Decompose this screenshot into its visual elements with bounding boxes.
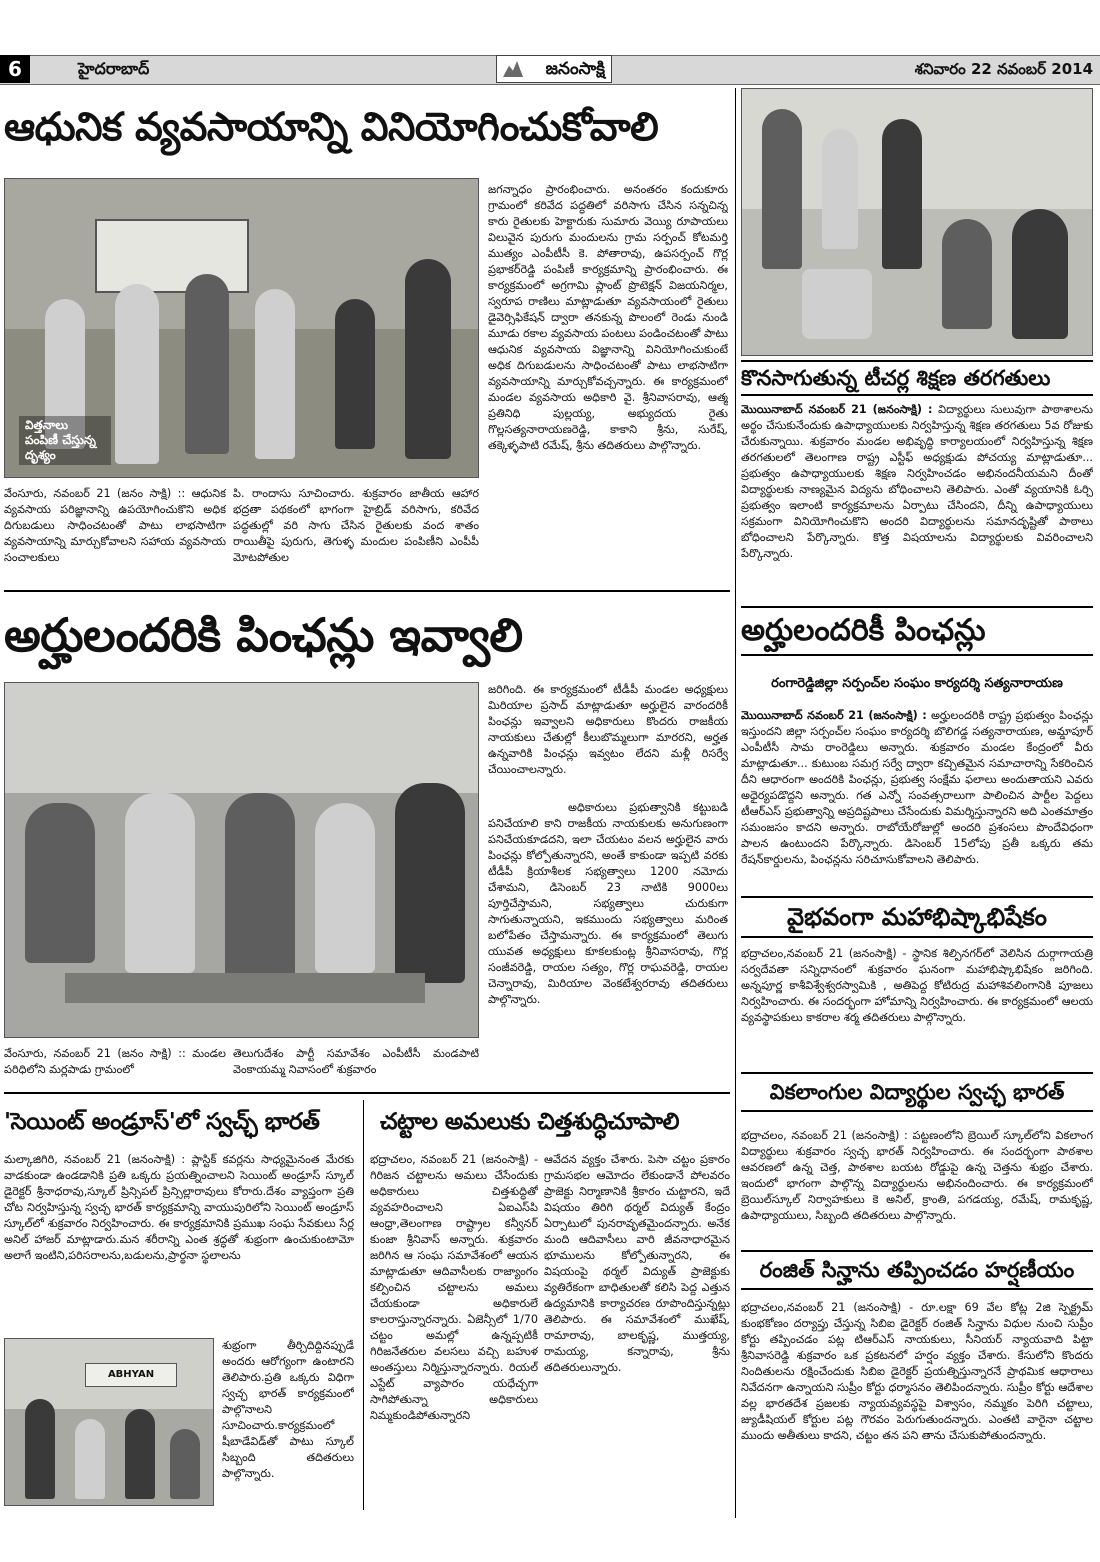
photo-person (762, 109, 802, 269)
saint-side: శుభ్రంగా తీర్చిదిద్దినప్పుడే అందరు ఆరోగ్యంగా ఉంటారని తెలిపారు.ప్రతి ఒక్కరు విధిగా స్వచ్ఛ భారత్ కార్యక్రమంలో పాల్గొనాలని సూచించారు.కార్యక్రమంలో షీబాడేవిడ్‌తో పాటు స్కూల్ సిబ్బంది తదితరులు పాల్గొన్నారు. (222, 1339, 354, 1480)
photo-person (125, 793, 195, 973)
vikalangula-headline: వికలాంగుల విద్యార్థుల స్వచ్ఛ భారత్ (741, 1072, 1093, 1112)
divider-rule (4, 1092, 730, 1094)
page-number: 6 (0, 55, 30, 83)
story1-headline: ఆధునిక వ్యవసాయాన్ని వినియోగించుకోవాలి (4, 105, 659, 150)
photo-person (185, 274, 229, 454)
photo-person (822, 129, 858, 249)
photo-person (255, 289, 295, 459)
story2-col3b: అధికారులు ప్రభుత్వానికి కట్టుబడి పనిచేయాలి కాని రాజకీయ నాయకులకు అనుగుణంగా పనిచేయకూడదని, ఇలా చేయటం వలన అర్హులైన వారు పింఛన్లు కోల్పోతున్నారని, అంతే కాకుండా ఇప్పటి వరకు టీడీపీ క్రియాశీలక సభ్యత్వాలు 1200 నమోదు చేశామని, డిసెంబర్ 23 నాటికి 9000లు పూర్తిచేస్తామని, సభ్యత్వాలు చురుకుగా సాగుతున్నాయని, ఇకముందు సభ్యత్వాలు మరింత బలోపేతం చేస్తామన్నారు. ఈ కార్యక్రమంలో తెలుగు యువత అధ్యక్షులు కూకలకుంట్ల శ్రీనివాసరావు, గొర్ల సంజీవరెడ్డి, రాయల సత్యం, గొర్ల రాఘవరెడ్డి, రాయల చెన్నారావు, మిరియాల వెంకటేశ్వరరావు తదితరులు పాల్గొన్నారు. (488, 801, 728, 1006)
photo-person (25, 1399, 55, 1499)
column-rule (735, 88, 736, 1518)
story2-col1: వేంసూరు, నవంబర్ 21 (జనం సాక్షి) :: మండల పరిధిలోని మర్లపాడు గ్రామంలో (4, 1047, 226, 1076)
photo-person (882, 119, 922, 269)
ranjit-text: రూ.లక్షా 69 వేల కోట్ల 2జి స్పెక్ట్రమ్ కుంభకోణం దర్యాప్తు చేస్తున్న సిబిఐ డైరెక్టర్ రంజిత్ సిన్హాను విధుల నుంచి సుప్రీం కోర్టు తప్పించడం పట్ల టిఆర్ఎస్ నాయకులు, సీనియర్ న్యాయవాది పిట్టా శ్రీనివాసరెడ్డి శుక్రవారం ఒక ప్రకటనలో హర్షం వ్యక్తం చేశారు. కేసులోని కొందరు నిందితులను రక్షించేందుకు సిబిఐ డైరెక్టర్ ప్రయత్నిస్తున్నారనే ప్రాథమిక ఆధారాలు నివేదనగా ఉన్నాయని సుప్రీం కోర్టు ధర్మాసనం తెలిపిందన్నారు. సుప్రీం కోర్టు ఆదేశాల వల్ల భారతదేశ ప్రజలకు న్యాయవ్యవస్థపై విశ్వాసం, నమ్మకం పెరిగి చట్టాలు, జ్యుడీషియల్ కోర్టుల పట్ల గౌరవం పెరుగుతుందన్నారు. ఎంతటి వారైనా చట్టాల ముందు అతీతులు కాదని, చట్టం తన పని తాను చేసుకుపోతుందన్నారు. (741, 1301, 1093, 1442)
saint-photo-banner: ABHYAN (85, 1363, 177, 1387)
photo-person (75, 1419, 105, 1499)
story2-col3a: జరిగింది. ఈ కార్యక్రమంలో టీడీపీ మండల అధ్యక్షులు మిరియాల ప్రసాద్ మాట్లాడుతూ అర్హులైన వారందరికీ పింఛన్లు ఇవ్వాలని అధికారులు కొందరు రాజకీయ నాయకులు చేతుల్లో కీలుబొమ్మలుగా మారరని, అర్హత ఉన్నవారికి పింఛన్లు ఇవ్వటం లేదని మళ్లీ రిసర్వే చేయించాలన్నారు. (488, 683, 728, 776)
masthead-logo (496, 55, 612, 83)
photo-person (942, 219, 992, 329)
teachers-headline: కొనసాగుతున్న టీచర్ల శిక్షణ తరగతులు (741, 360, 1093, 396)
divider-rule (4, 590, 730, 592)
photo-person (25, 803, 95, 963)
ranjit-headline: రంజిత్ సిన్హాను తప్పించడం హర్షణీయం (741, 1250, 1093, 1290)
photo-wall (5, 683, 479, 793)
photo-person (315, 803, 375, 973)
paper-name: జనంసాక్షి (545, 59, 605, 79)
story2-headline: అర్హులందరికి పింఛన్లు ఇవ్వాలి (4, 608, 523, 662)
abhishekam-body (741, 946, 1093, 1064)
ranjit-body (741, 1300, 1093, 1514)
meeting-photo (741, 88, 1093, 356)
story1-col3: జగన్నాధం ప్రారంభించారు. అనంతరం కందుకూరు గ్రామంలో కరివేద పద్ధతిలో వరిసాగు చేసిన సన్నచిన్న కారు రైతులకు హెక్టారుకు సుమారు వెయ్యి రూపాయలు విలువైన పురుగు మందులను గ్రామ సర్పంచ్ కోటమర్తి ముత్యం ఎంపీటీసీ కె. పోతారావు, ఉపసర్పంచ్ గొర్ల ప్రభాకర్‌రెడ్డి పంపిణీ కార్యక్రమాన్ని ప్రారంభించారు. ఈ కార్యక్రమంలో అగ్రగామి ప్లాంట్ ప్రొటెక్షన్ విజయనిర్మల, స్వరూప రాణిలు మాట్లాడుతూ వ్యవసాయంలో రైతులు డైవెర్సిఫికేషన్ ద్వారా తనకున్న పొలంలో రెండు నుండి మూడు రకాల వ్యవసాయ పంటలు పండించటంతో పాటు ఆధునిక వ్యవసాయ విజ్ఞానాన్ని వినియోగించుకుంటే అధిక దిగుబడులను సాధించటంతో పాటు లాభసాటిగా వ్యవసాయాన్ని మార్చుకోవచ్చన్నారు. ఈ కార్యక్రమంలో మండల వ్యవసాయ అధికారి వై. శ్రీనివాసరావు, ఆత్మ ప్రతినిధి పుల్లయ్య, అభ్యుదయ రైతు గొల్లసత్యనారాయణరెడ్డి, కాకాని శ్రీను, సురేష్, తక్కెళ్ళపాటి రమేష్, శ్రీను తదితరులు పాల్గొన్నారు. (488, 183, 728, 452)
pension-right-headline: అర్హులందరికీ పింఛన్లు (741, 606, 1093, 656)
photo-person (1012, 209, 1068, 339)
photo-person (125, 1409, 155, 1499)
photo-chair (802, 269, 872, 339)
abhishekam-dateline: భద్రాచలం,నవంబర్ 21 (జనంసాక్షి) - (741, 947, 907, 960)
masthead-city: హైదరాబాద్ (78, 59, 150, 78)
pension-right-subhead: రంగారెడ్డిజిల్లా సర్పంచ్‌ల సంఘం కార్యదర్శి సత్యనారాయణ (771, 676, 1063, 691)
photo-person (115, 284, 159, 464)
story2-photo (4, 682, 479, 1038)
photo-person (170, 1429, 200, 1499)
photo-table (65, 973, 425, 1003)
logo-mark-icon (503, 61, 523, 77)
story2-col2: తెలుగుదేశం పార్టీ సమావేశం ఎంపీటీసీ మండపాటి వెంకాయమ్మ నివాసంలో శుక్రవారం (233, 1047, 479, 1076)
story1-col2: పి. రాందాసు సూచించారు. శుక్రవారం జాతీయ ఆహార భద్రతా పథకంలో భాగంగా హైబ్రిడ్ వరిసాగు, కరివేద పద్ధతుల్లో వరి సాగు చేసిన రైతులకు వంద శాతం రాయితీపై పురుగు, తెగుళ్ళ మందుల పంపిణీని ఎంపీపీ మోటపోతుల (233, 487, 479, 564)
pension-right-body (741, 708, 1093, 888)
teachers-dateline: మొయినాబాద్‌ నవంబర్ 21 (జనంసాక్షి) : (741, 403, 933, 416)
masthead-date: శనివారం 22 నవంబర్ 2014 (914, 60, 1093, 78)
abhishekam-text: స్థానిక శిల్పినగర్‌లో వెలిసిన దుర్గాగాయత్రి సర్వదేవతా సన్నిధానంలో శుక్రవారం ఘనంగా మహాభిష్కాభిషేకం జరిగింది. అన్నపూర్ణ కాశీవిశ్వేశ్వరస్వామికి , అతిపెద్ద కోటిరుద్ర మహాశివలింగానికి పూజలు నిర్వహించారు. ఈ సందర్భంగా హోమాన్ని నిర్వహించారు. ఈ కార్యక్రమంలో ఆలయ వ్యవస్థాపకులు కాకరాల శర్మ తదితరులు పాల్గొన్నారు. (741, 947, 1093, 1024)
photo-person (395, 783, 465, 983)
abhishekam-headline: వైభవంగా మహాభిష్కాభిషేకం (741, 896, 1093, 938)
saint-photo (4, 1338, 214, 1506)
photo-person (335, 299, 375, 449)
story1-photo-caption: విత్తనాలు పంపిణీ చేస్తున్న దృశ్యం (19, 416, 111, 465)
teachers-body (741, 402, 1093, 627)
story1-col1: వేంసూరు, నవంబర్ 21 (జనం సాక్షి) :: ఆధునిక వ్యవసాయ పరిజ్ఞానాన్ని ఉపయోగించుకొని అధిక దిగుబడులు సాధించటంతో పాటు లాభసాటిగా వ్యవసాయాన్ని మార్చుకోవాలని సహాయ వ్యవసాయ సంచాలకులు (4, 487, 226, 564)
photo-person (225, 793, 295, 983)
vikalangula-dateline: భద్రాచలం, నవంబర్ 21 (జనంసాక్షి) : (741, 1129, 908, 1142)
vikalangula-text: పట్టణంలోని బ్రెయిల్ స్కూల్‌లోని వికలాంగ విద్యార్థులు శుక్రవారం స్వచ్ఛ భారత్ నిర్వహించారు. ఈ సందర్భంగా పాఠశాల ఆవరణలో ఉన్న చెత్త, పాఠశాల బయట రోడ్డుపై ఉన్న చెత్తను శుభ్రం చేశారు. ఇందులో భాగంగా పాల్గొన్న విద్యార్థులను అభినందించారు. ఈ కార్యక్రమంలో బ్రెయిల్‌స్కూల్ నిర్వాహకులు కె అనిల్, క్రాంతి, పగడయ్య, రమేష్, రామకృష్ణ, ఉపాధ్యాయులు, సిబ్బంది తదితరులు పాల్గొన్నారు. (741, 1129, 1093, 1222)
saint-headline: 'సెయింట్ అండ్రూస్'లో స్వచ్ఛ్ భారత్ (4, 1109, 320, 1135)
vikalangula-body (741, 1128, 1093, 1246)
photo-person (405, 259, 451, 459)
chattala-headline: చట్టాల అమలుకు చిత్తశుద్ధిచూపాలి (380, 1109, 679, 1135)
pension-right-dateline: మొయినాబాద్‌ నవంబర్ 21 (జనంసాక్షి) : (741, 709, 927, 722)
saint-intro: మల్కాజిగిరి, నవంబర్ 21 (జనంసాక్షి) : ప్లాస్టిక్ కవర్లను సాధ్యమైనంత మేరకు వాడకుండా ఉండడానికి ప్రతి ఒక్కరు ప్రయత్నించాలని సెయింట్ అండ్రూస్ స్కూల్ డైరెక్టర్ శ్రీనాధరావు,స్కూల్ ప్రిన్సిపల్ ప్రిన్సిల్లారావులు కోరారు.దేశం వ్యాప్తంగా ప్రతి చోట నిర్వహిస్తున్న స్వచ్ఛ భారత్ కార్యక్రమాన్ని వాయుపురిలోని సెయింట్ అండ్రూస్ స్కూల్‌లో శుక్రవారం నిర్వహించారు. ఈ కార్యక్రమానికి ప్రముఖ సంఘ సేవకులు సేర్ల అనిల్ హాజర్ మాట్లాడారు.మన శరీరాన్ని ఎంత శ్రద్ధతో శుభ్రంగా ఉంచుకుంటామో అలాగే ఇంటిని,పరిసరాలను,బడులను,ప్రార్థనా స్థలాలను (4, 1153, 354, 1262)
chattala-col2: ఆవేదన వ్యక్తం చేశారు. పెసా చట్టం ప్రకారం గ్రామసభల ఆమోదం లేకుండానే పోలవరం ప్రాజెక్టు నిర్మాణానికి శ్రీకారం చుట్టారని, ఇదే విషయం తిరిగి థర్మల్ విద్యుత్ కేంద్రం ఏర్పాటులో పునరావృతమైందన్నారు. అనేక మంది ఆదివాసీలు వారి జీవనాధారమైన భూములను కోల్పోతున్నారని, ఈ విషయంపై థర్మల్ విద్యుత్ ప్రాజెక్టుకు వ్యతిరేకంగా బాధితులతో కలిసి పెద్ద ఎత్తున ఉద్యమానికి కార్యాచరణ రూపొందిస్తున్నట్లు తెలిపారు. ఈ సమావేశంలో ముఖేష్, రామారావు, బాలకృష్ణ, ముత్తయ్య, రామయ్య, కన్నారావు, శ్రీను తదితరులున్నారు. (544, 1153, 730, 1374)
teachers-text: విద్యార్థులు సులువుగా పాఠాశాలను అర్థం చేసుకునేందుకు ఉపాధ్యాయులకు నిర్వహిస్తున్న శిక్షణ తరగతులు 5వ రోజుకు చేరుకున్నాయి. శుక్రవారం మండల అభివృద్ధి కార్యాలయంలో నిర్వహిస్తున్న శిక్షణ తరగతులలో తెలంగాణ రాష్ట్ర ఎస్టీఫ్ అధ్యక్షుడు పోచయ్య మాట్లాడుతూ... ప్రభుత్వం ఉపాధ్యాయులకు శిక్షణ నిర్వహించడం అభినందనీయమని దీంతో విద్యార్థులకు నాణ్యమైన విద్యను బోధించాలని తెలిపారు. ఎంతో వ్యయానికి ఓర్చి ప్రభుత్వం ఇలాంటి కార్యక్రమాలను ఏర్పాటు చేసిందని, దీన్ని ఉపాధ్యాయులు సక్రమంగా వినియోగించుకొని అందరి విద్యార్థులను సమానదృష్టితో పాఠాలు బోధించాలని పేర్కొన్నారు. కొత్త విషయాలను విద్యార్థులకు వివరించాలని పేర్కొన్నారు. (741, 403, 1093, 560)
ranjit-dateline: భద్రాచలం,నవంబర్ 21 (జనంసాక్షి) - (741, 1301, 914, 1314)
photo-banner (95, 219, 249, 293)
pension-right-text: అర్హులందరికి రాష్ట్ర ప్రభుత్వం పింఛన్లు ఇస్తుందని జిల్లా సర్పంచ్‌ల సంఘం కార్యదర్శి బొలిగడ్డ సత్యనారాయణ, అమ్డాపూర్ ఎంపీటీసీ సామ రాంరెడ్డిలు అన్నారు. శుక్రవారం మండల కేంద్రంలో వీరు మాట్లాడుతూ... కుటుంబ సమగ్ర సర్వే ద్వారా కచ్చితమైన సమాచారాన్ని సేకరించిన దీని ఆధారంగా అందరికి పింఛన్లు, ప్రభుత్వ సంక్షేమ ఫలాలు అందుతాయని ఎవరు అధైర్యపడొద్దని అన్నారు. గత ఎన్నో సంవత్సరాలుగా పాలించిన పార్టీల పెద్దలు టీఆర్ఎస్ ప్రభుత్వాన్ని అప్రదిష్టపాలు చేసేందుకు విమర్శిస్తున్నారని అది ఎంతమాత్రం సమంజసం కాదని అన్నారు. రాబోయేరోజుల్లో అందరి ప్రశంసలు పొందేవిధంగా పాలన ఉంటుందని పేర్కొన్నారు. డిసెంబర్ 15లోపు ప్రతీ ఒక్కరు తమ రేషన్‌కార్డులను, పింఛన్లను సరిచూసుకోవాలని తెలిపారు. (741, 709, 1093, 866)
story1-photo (4, 178, 479, 478)
column-rule (363, 1100, 364, 1510)
chattala-col1: భద్రాచలం, నవంబర్ 21 (జనంసాక్షి) - గిరిజన చట్టాలను అమలు చేసేందుకు అధికారులు చిత్తశుద్ధితో వ్యవహరించాలని ఏఐఎస్‌పి ఆంధ్రా,తెలంగాణ రాష్ట్రాల కన్వీనర్ కుంజా శ్రీనివాస్ అన్నారు. శుక్రవారం జరిగిన ఆ సంఘ సమావేశంలో ఆయన మాట్లాడుతూ ఆదివాసీలకు రాజ్యాంగం కల్పించిన చట్టాలను అమలు చేయకుండా అధికారులే కాలరాస్తున్నారన్నారు. ఏజెన్సీలో 1/70 చట్టం అమల్లో ఉన్నప్పటికీ గిరిజనేతరుల వలసలు వచ్చి బహుళ అంతస్తులు నిర్మిస్తున్నారన్నారు. రియల్ ఎస్టేట్ వ్యాపారం యధేచ్ఛగా సాగిపోతున్నా అధికారులు నిమ్మకుండిపోతున్నారని (370, 1153, 538, 1422)
